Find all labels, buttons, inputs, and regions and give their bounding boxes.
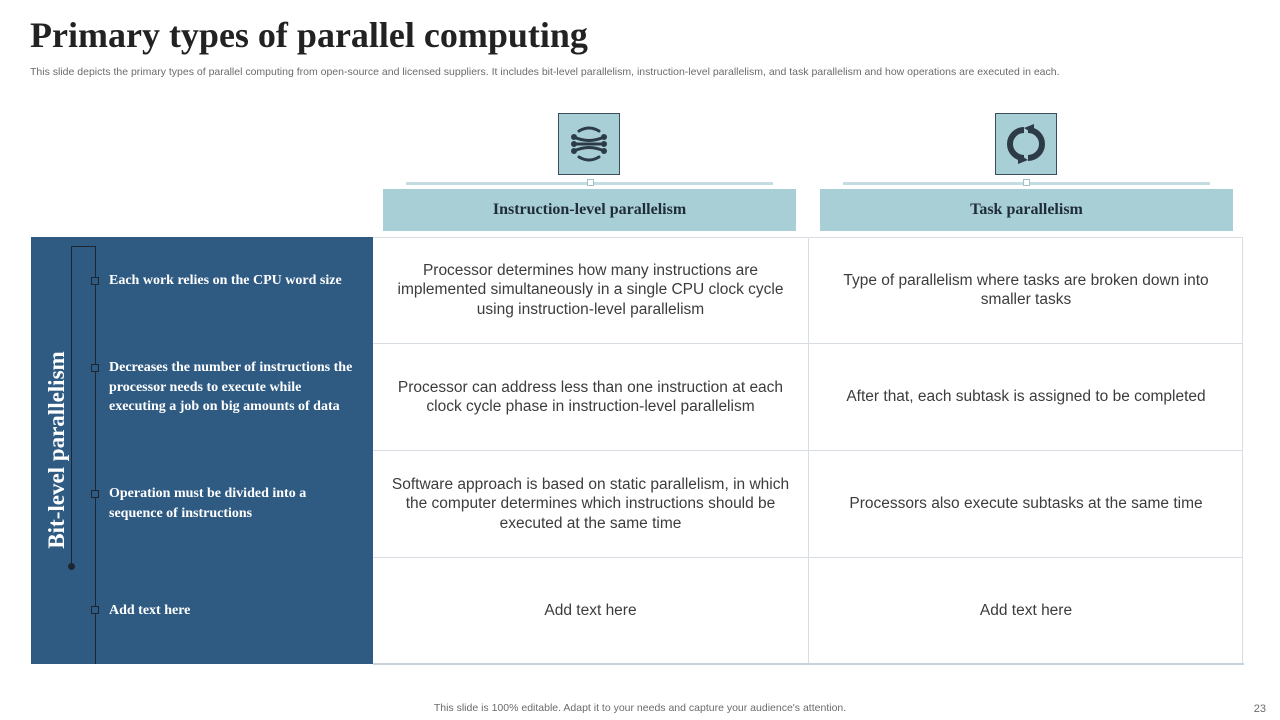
column-header-instruction: Instruction-level parallelism [383,189,796,231]
bullet-marker [91,364,99,372]
bullet-marker [91,606,99,614]
slide-title: Primary types of parallel computing [30,15,588,55]
bullet-item: Decreases the number of instructions the processor needs to execute while executing a job on big amounts of data [109,360,353,414]
cell-task-2: After that, each subtask is assigned to be completed [846,388,1206,406]
page-number: 23 [1253,703,1266,715]
network-lines-icon [558,113,620,175]
slide-subtitle: This slide depicts the primary types of parallel computing from open-source and licensed suppliers. It includes bit-level parallelism, instruction-level parallelism, and task parallelism and how operations are executed in each. [30,66,1060,78]
cell-instruction-2: Processor can address less than one instruction at each clock cycle phase in instruction-level parallelism [397,378,784,415]
bullet-item: Each work relies on the CPU word size [109,273,342,288]
cell-instruction-1: Processor determines how many instructions are implemented simultaneously in a single CPU clock cycle using instruction-level parallelism [397,261,784,318]
panel-title: Bit-level parallelism [44,351,69,549]
cell-task-4: Add text here [979,602,1073,620]
cell-task-3: Processors also execute subtasks at the same time [849,495,1203,513]
bullet-item: Operation must be divided into a sequence of instructions [109,486,307,521]
cell-instruction-3: Software approach is based on static parallelism, in which the computer determines which instructions should be executed at the same time [391,475,790,532]
connector-node-instruction [587,179,594,186]
bit-level-panel [31,237,373,664]
timeline-cap [72,246,96,247]
timeline-end-dot [68,563,75,570]
timeline-line [95,246,96,664]
column-header-task: Task parallelism [820,189,1233,231]
connector-node-task [1023,179,1030,186]
bullet-marker [91,277,99,285]
cell-task-1: Type of parallelism where tasks are broken down into smaller tasks [843,271,1209,308]
bullet-item: Add text here [109,603,191,618]
cycle-arrows-icon [995,113,1057,175]
timeline-branch [71,246,72,566]
cell-instruction-4: Add text here [544,602,637,620]
bullet-marker [91,490,99,498]
footer-note: This slide is 100% editable. Adapt it to your needs and capture your audience's attention. [433,702,847,714]
